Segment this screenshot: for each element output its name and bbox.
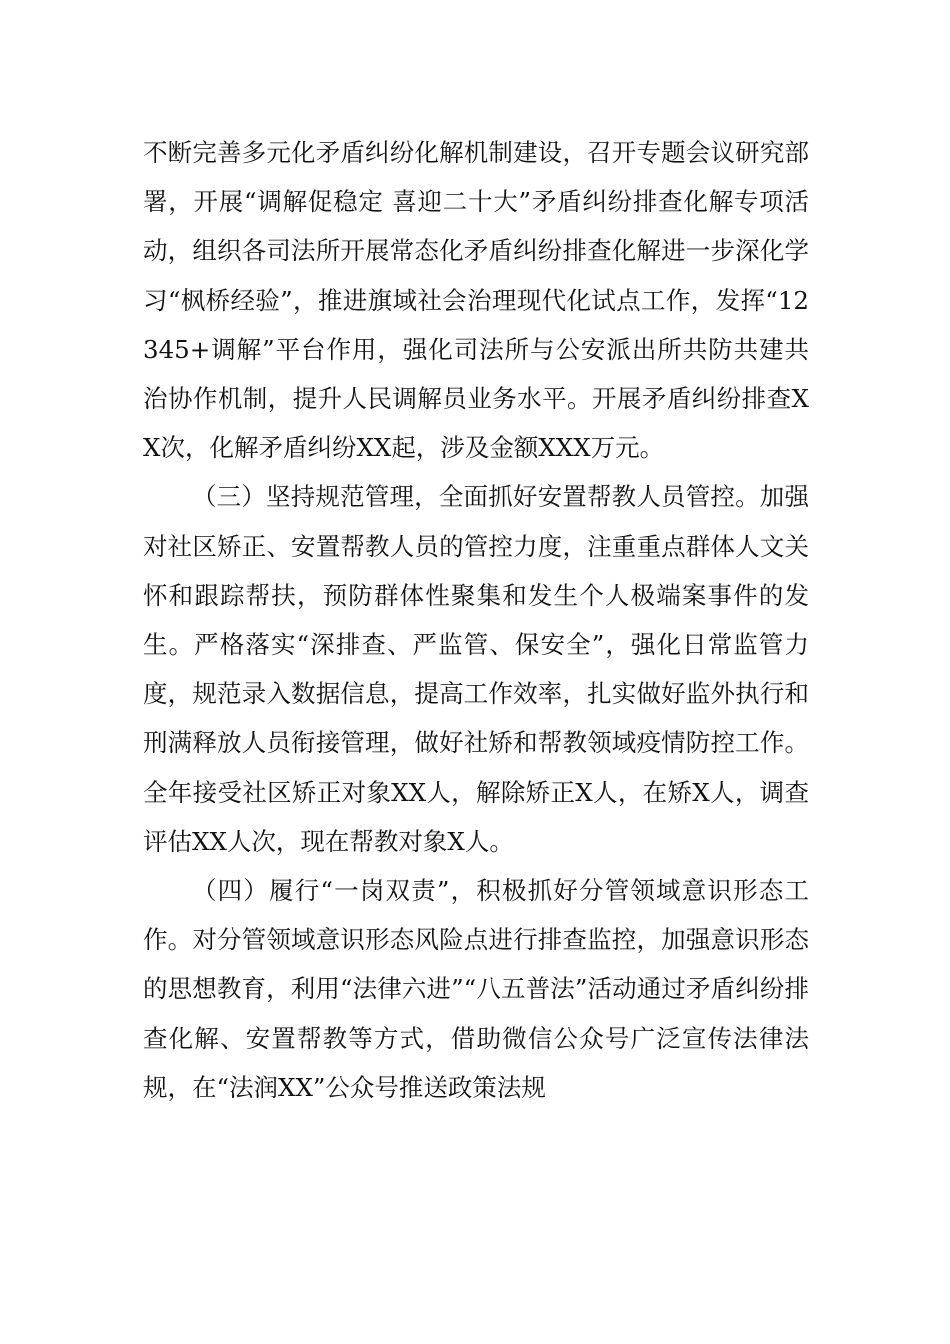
paragraph-resettlement-control: （三）坚持规范管理，全面抓好安置帮教人员管控。加强对社区矫正、安置帮教人员的管控力度，注重重点群体人文关怀和跟踪帮扶，预防群体性聚集和发生个人极端案事件的发生。严格落实“深排查、严监管、保安全”，强化日常监管力度，规范录入数据信息，提高工作效率，扎实做好监外执行和刑满释放人员衔接管理，做好社矫和帮教领域疫情防控工作。全年接受社区矫正对象XX人，解除矫正X人，在矫X人，调查评估XX人次，现在帮教对象X人。 [143,482,809,856]
paragraph-ideology-work: （四）履行“一岗双责”，积极抓好分管领域意识形态工作。对分管领域意识形态风险点进行排查监控，加强意识形态的思想教育，利用“法律六进”“八五普法”活动通过矛盾纠纷排查化解、安置帮教等方式，借助微信公众号广泛宣传法律法规，在“法润XX”公众号推送政策法规 [143,876,809,1102]
document-body [143,128,809,1112]
paragraph-conflict-mediation: 不断完善多元化矛盾纠纷化解机制建设，召开专题会议研究部署，开展“调解促稳定 喜迎二十大”矛盾纠纷排查化解专项活动，组织各司法所开展常态化矛盾纠纷排查化解进一步深化学习“枫桥经验”，推进旗域社会治理现代化试点工作，发挥“12345+调解”平台作用，强化司法所与公安派出所共防共建共治协作机制，提升人民调解员业务水平。开展矛盾纠纷排查XX次，化解矛盾纠纷XX起，涉及金额XXX万元。 [143,138,809,463]
